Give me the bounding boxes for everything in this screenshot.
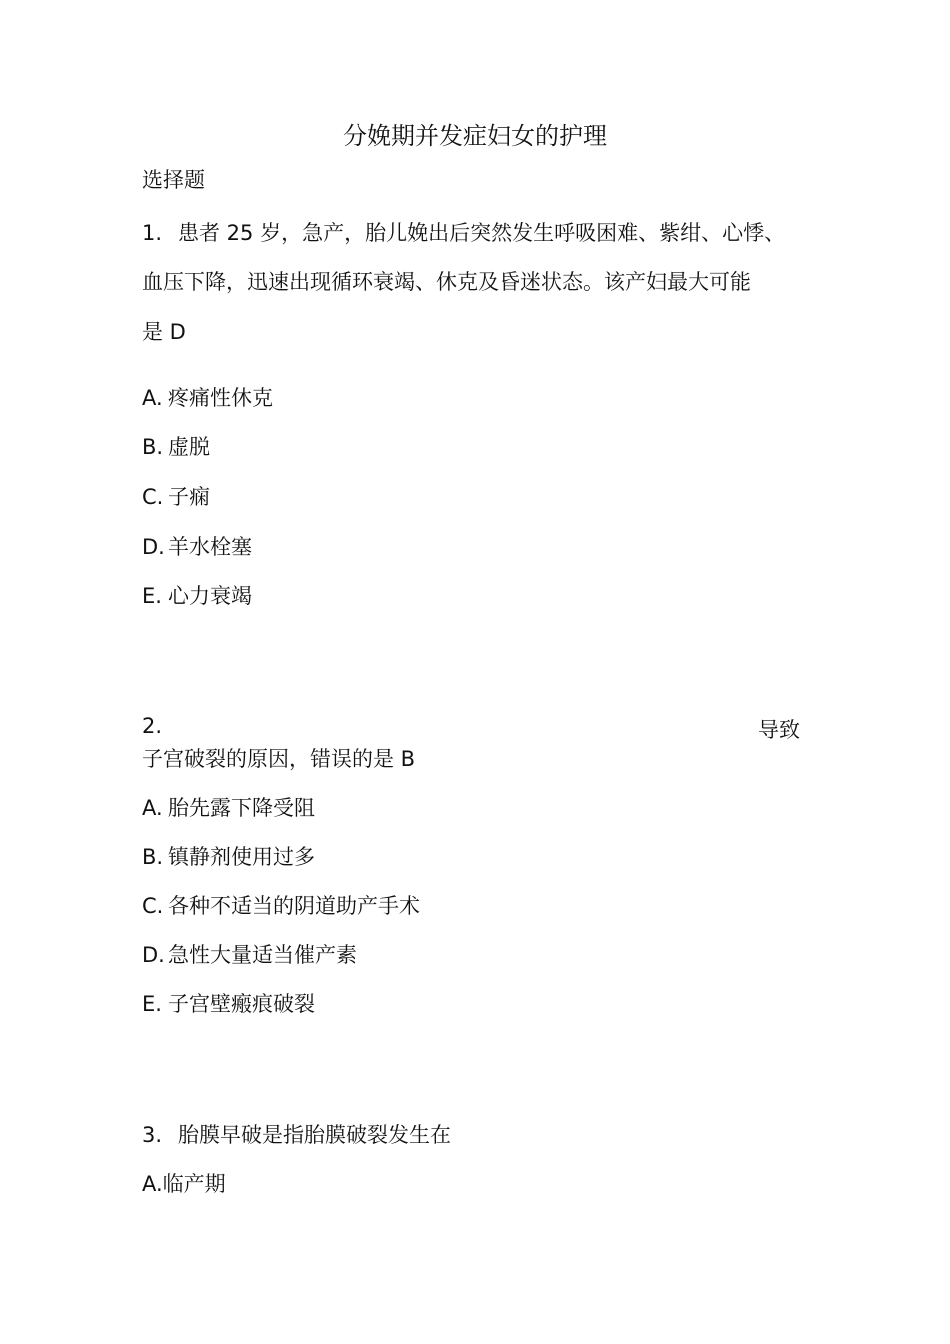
option-letter: D. [142,943,165,967]
q2-option-e [142,988,315,1018]
question-1-line-1 [142,217,785,247]
section-heading: 选择题 [142,168,205,192]
q2-option-b [142,841,315,871]
option-text: 子宫壁瘢痕破裂 [168,992,315,1016]
option-letter: A. [142,796,163,820]
option-text: 急性大量适当催产素 [168,943,357,967]
option-letter: A. [142,386,163,410]
question-1-text: 患者 25 岁，急产，胎儿娩出后突然发生呼吸困难、紫绀、心悸、 [178,221,786,245]
option-text: 子痫 [168,485,210,509]
option-letter: C. [142,894,164,918]
option-letter: B. [142,435,164,459]
option-text: 虚脱 [168,435,210,459]
option-text: 疼痛性休克 [168,386,273,410]
question-3-line-1 [142,1119,451,1149]
option-letter: E. [142,584,162,608]
option-letter: C. [142,485,164,509]
q1-option-c [142,481,210,511]
option-text: 镇静剂使用过多 [168,845,315,869]
q1-option-e [142,580,252,610]
question-2-line-1-end: 导致 [758,718,800,742]
option-letter: B. [142,845,164,869]
question-3-text: 胎膜早破是指胎膜破裂发生在 [178,1123,451,1147]
q1-option-b [142,431,210,461]
option-text: 胎先露下降受阻 [168,796,315,820]
option-letter: D. [142,535,165,559]
option-letter: E. [142,992,162,1016]
q2-option-a [142,792,315,822]
option-text: 羊水栓塞 [168,535,252,559]
question-2-number: 2. [142,714,163,738]
question-2-line-2: 子宫破裂的原因，错误的是 B [142,747,416,771]
q1-option-d [142,531,252,561]
document-title: 分娩期并发症妇女的护理 [343,122,607,150]
question-1-line-3: 是 D [142,320,186,344]
option-text: 心力衰竭 [168,584,252,608]
question-1-number: 1. [142,221,163,245]
q2-option-c [142,890,420,920]
q3-option-a: A.临产期 [142,1172,226,1196]
question-1-line-2: 血压下降，迅速出现循环衰竭、休克及昏迷状态。该产妇最大可能 [142,270,751,294]
q1-option-a [142,382,273,412]
option-text: 各种不适当的阴道助产手术 [168,894,420,918]
question-3-number: 3. [142,1123,163,1147]
q2-option-d [142,939,357,969]
